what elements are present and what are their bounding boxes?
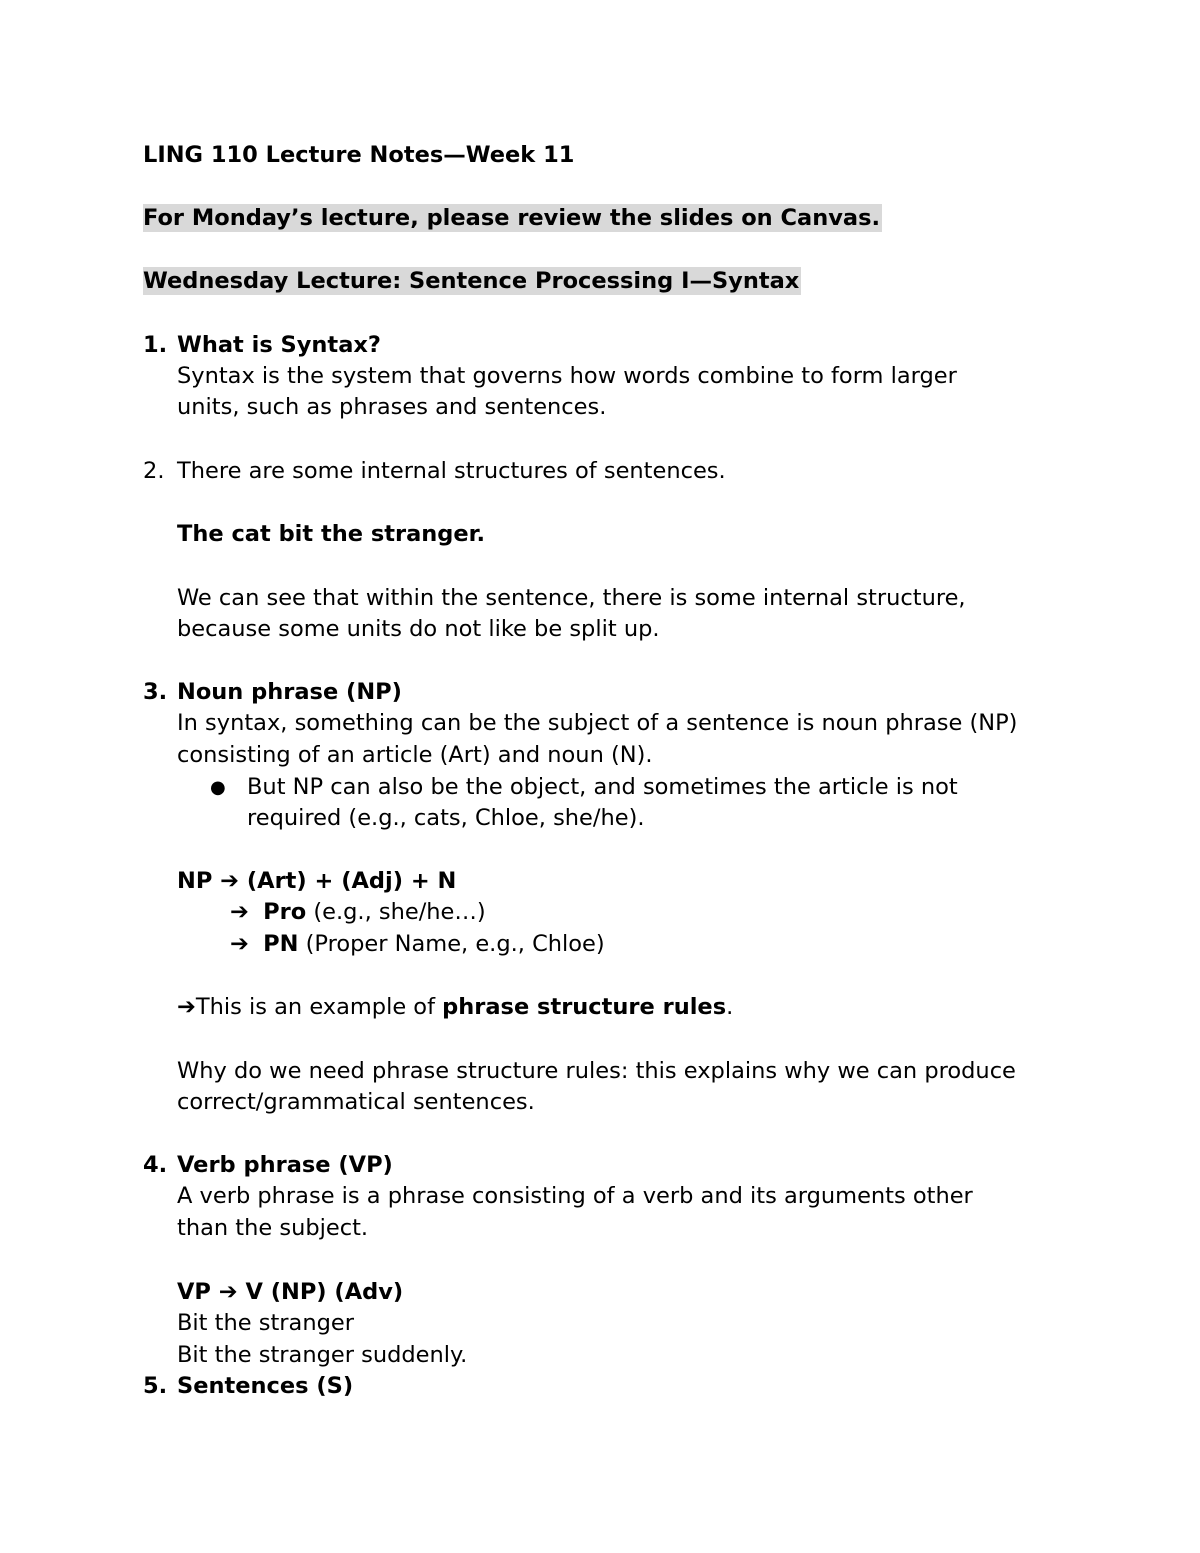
section-4-number: 4. (143, 1152, 168, 1178)
section-3-heading: Noun phrase (NP) (177, 679, 402, 705)
right-arrow-icon: ➔ (220, 868, 240, 894)
pn-label: PN (263, 931, 299, 957)
vp-rule (177, 1277, 403, 1308)
bullet-icon: ● (210, 777, 226, 798)
right-arrow-icon: ➔ (218, 1279, 238, 1305)
section-2-line-2: We can see that within the sentence, there is some internal structure, (177, 585, 966, 611)
section-1-line-2: units, such as phrases and sentences. (177, 394, 607, 420)
np-sub-rule-pn (230, 929, 605, 960)
why-line-1: Why do we need phrase structure rules: this explains why we can produce (177, 1058, 1016, 1084)
vp-rule-lhs: VP (177, 1279, 211, 1305)
section-1-heading: What is Syntax? (177, 332, 381, 358)
pro-label: Pro (263, 899, 307, 925)
section-3-line-1: In syntax, something can be the subject of a sentence is noun phrase (NP) (177, 710, 1018, 736)
section-5-number: 5. (143, 1373, 168, 1399)
phrase-structure-note (177, 992, 733, 1023)
monday-note-text: For Monday’s lecture, please review the slides on Canvas. (143, 205, 881, 231)
np-sub-rule-pro (230, 897, 486, 928)
section-1-number: 1. (143, 332, 168, 358)
right-arrow-icon: ➔ (230, 899, 249, 925)
np-rule-rhs: (Art) + (Adj) + N (246, 868, 457, 894)
section-4-line-1: A verb phrase is a phrase consisting of a verb and its arguments other (177, 1183, 973, 1209)
section-3-number: 3. (143, 679, 168, 705)
np-rule-lhs: NP (177, 868, 213, 894)
doc-title: LING 110 Lecture Notes—Week 11 (143, 142, 575, 168)
monday-note (143, 203, 882, 234)
right-arrow-icon: ➔ (177, 994, 196, 1020)
section-2-example: The cat bit the stranger. (177, 521, 486, 547)
section-3-line-2: consisting of an article (Art) and noun (N). (177, 742, 653, 768)
section-3-bullet-line-2: required (e.g., cats, Chloe, she/he). (247, 805, 645, 831)
psr-pre-text: This is an example of (195, 994, 443, 1020)
section-2-line-1: There are some internal structures of sentences. (177, 458, 726, 484)
section-2-number: 2. (143, 458, 165, 484)
vp-example-1: Bit the stranger (177, 1310, 354, 1336)
section-1-line-1: Syntax is the system that governs how words combine to form larger (177, 363, 957, 389)
section-4-heading: Verb phrase (VP) (177, 1152, 393, 1178)
why-line-2: correct/grammatical sentences. (177, 1089, 535, 1115)
right-arrow-icon: ➔ (230, 931, 249, 957)
pn-description: (Proper Name, e.g., Chloe) (305, 931, 605, 957)
section-5-heading: Sentences (S) (177, 1373, 354, 1399)
pro-description: (e.g., she/he…) (313, 899, 486, 925)
psr-post-text: . (726, 994, 734, 1020)
section-2-line-3: because some units do not like be split up. (177, 616, 660, 642)
section-4-line-2: than the subject. (177, 1215, 369, 1241)
wednesday-heading (143, 266, 801, 297)
vp-example-2: Bit the stranger suddenly. (177, 1342, 468, 1368)
wednesday-heading-text: Wednesday Lecture: Sentence Processing I—Syntax (143, 268, 800, 294)
vp-rule-rhs: V (NP) (Adv) (245, 1279, 404, 1305)
np-rule (177, 866, 456, 897)
psr-bold-text: phrase structure rules (442, 994, 727, 1020)
section-3-bullet-line-1: But NP can also be the object, and sometimes the article is not (247, 774, 958, 800)
